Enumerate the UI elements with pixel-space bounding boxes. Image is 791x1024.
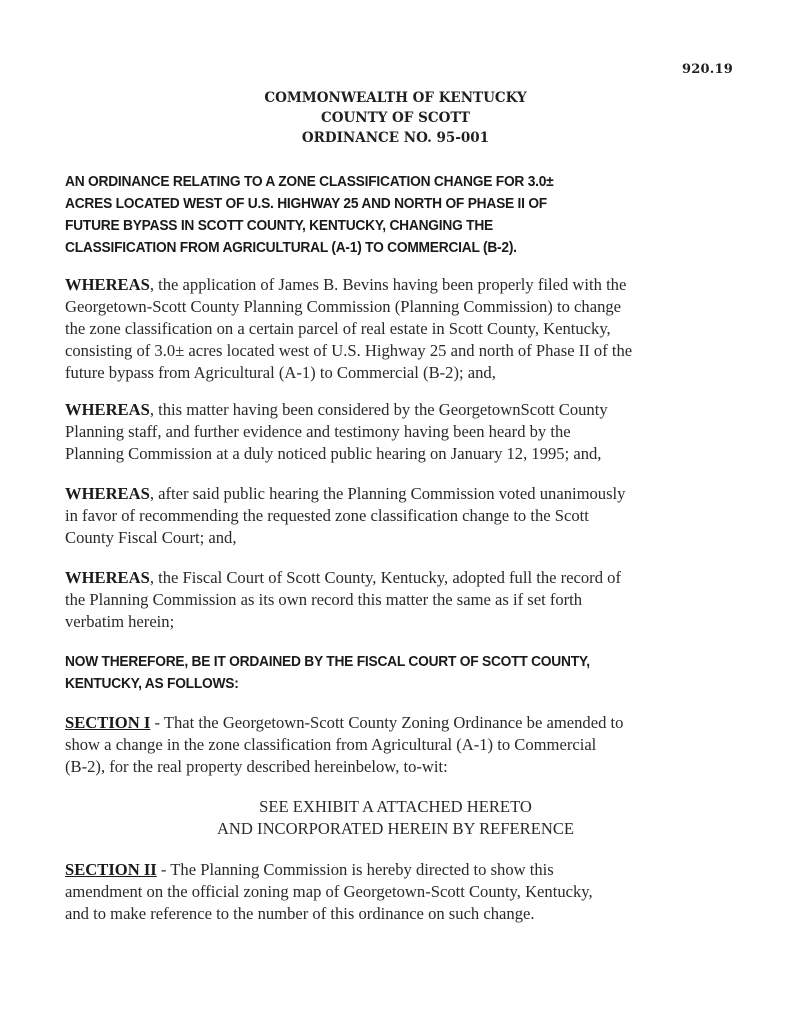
paragraph-line: consisting of 3.0± acres located west of U.S. Highway 25 and north of Phase II of the bbox=[65, 341, 633, 360]
paragraph-line: amendment on the official zoning map of Georgetown-Scott County, Kentucky, bbox=[65, 882, 593, 901]
paragraph-line: Georgetown-Scott County Planning Commission (Planning Commission) to change bbox=[65, 297, 622, 316]
whereas-paragraph-4 bbox=[65, 567, 745, 633]
whereas-paragraph-3 bbox=[65, 483, 745, 549]
whereas-paragraph-2 bbox=[65, 399, 745, 465]
now-therefore-line: NOW THEREFORE, BE IT ORDAINED BY THE FISCAL COURT OF SCOTT COUNTY, bbox=[65, 654, 590, 670]
paragraph-line: County Fiscal Court; and, bbox=[65, 528, 237, 547]
section-1 bbox=[65, 712, 745, 778]
whereas-keyword: WHEREAS bbox=[65, 484, 150, 503]
page-number: 920.19 bbox=[682, 62, 733, 77]
now-therefore-line: KENTUCKY, AS FOLLOWS: bbox=[65, 676, 239, 692]
paragraph-line: (B-2), for the real property described hereinbelow, to-wit: bbox=[65, 757, 448, 776]
exhibit-reference bbox=[0, 796, 791, 840]
paragraph-line: show a change in the zone classification from Agricultural (A-1) to Commercial bbox=[65, 735, 597, 754]
paragraph-text: , the Fiscal Court of Scott County, Kentucky, adopted full the record of bbox=[149, 568, 621, 587]
paragraph-line: the zone classification on a certain parcel of real estate in Scott County, Kentucky, bbox=[65, 319, 611, 338]
exhibit-line: AND INCORPORATED HEREIN BY REFERENCE bbox=[216, 819, 575, 838]
paragraph-text: , after said public hearing the Planning Commission voted unanimously bbox=[149, 484, 626, 503]
section-2 bbox=[65, 859, 745, 925]
paragraph-text: - The Planning Commission is hereby directed to show this bbox=[156, 860, 554, 879]
paragraph-line: in favor of recommending the requested zone classification change to the Scott bbox=[65, 506, 589, 525]
section-2-heading: SECTION II bbox=[65, 860, 157, 879]
paragraph-line: and to make reference to the number of this ordinance on such change. bbox=[65, 904, 535, 923]
section-1-heading: SECTION I bbox=[65, 713, 151, 732]
paragraph-line: Planning Commission at a duly noticed public hearing on January 12, 1995; and, bbox=[65, 444, 602, 463]
title-line: AN ORDINANCE RELATING TO A ZONE CLASSIFICATION CHANGE FOR 3.0± bbox=[65, 174, 554, 190]
paragraph-line: verbatim herein; bbox=[65, 612, 175, 631]
whereas-keyword: WHEREAS bbox=[65, 568, 150, 587]
title-line: CLASSIFICATION FROM AGRICULTURAL (A-1) TO COMMERCIAL (B-2). bbox=[65, 240, 517, 256]
header-county: COUNTY OF SCOTT bbox=[321, 110, 470, 126]
title-line: FUTURE BYPASS IN SCOTT COUNTY, KENTUCKY, CHANGING THE bbox=[65, 218, 493, 234]
whereas-keyword: WHEREAS bbox=[65, 400, 150, 419]
title-line: ACRES LOCATED WEST OF U.S. HIGHWAY 25 AND NORTH OF PHASE II OF bbox=[65, 196, 547, 212]
header-ordinance-number: ORDINANCE NO. 95-001 bbox=[301, 130, 490, 146]
document-header bbox=[0, 88, 791, 148]
whereas-paragraph-1 bbox=[65, 274, 745, 384]
paragraph-text: , this matter having been considered by the GeorgetownScott County bbox=[149, 400, 608, 419]
exhibit-line: SEE EXHIBIT A ATTACHED HERETO bbox=[259, 797, 532, 816]
whereas-keyword: WHEREAS bbox=[65, 275, 150, 294]
paragraph-line: the Planning Commission as its own record this matter the same as if set forth bbox=[65, 590, 583, 609]
paragraph-text: - That the Georgetown-Scott County Zoning Ordinance be amended to bbox=[150, 713, 624, 732]
paragraph-line: Planning staff, and further evidence and testimony having been heard by the bbox=[65, 422, 571, 441]
now-therefore-clause bbox=[65, 651, 711, 695]
paragraph-line: future bypass from Agricultural (A-1) to Commercial (B-2); and, bbox=[65, 363, 496, 382]
ordinance-title bbox=[65, 171, 711, 259]
header-commonwealth: COMMONWEALTH OF KENTUCKY bbox=[264, 90, 527, 106]
paragraph-text: , the application of James B. Bevins having been properly filed with the bbox=[149, 275, 627, 294]
